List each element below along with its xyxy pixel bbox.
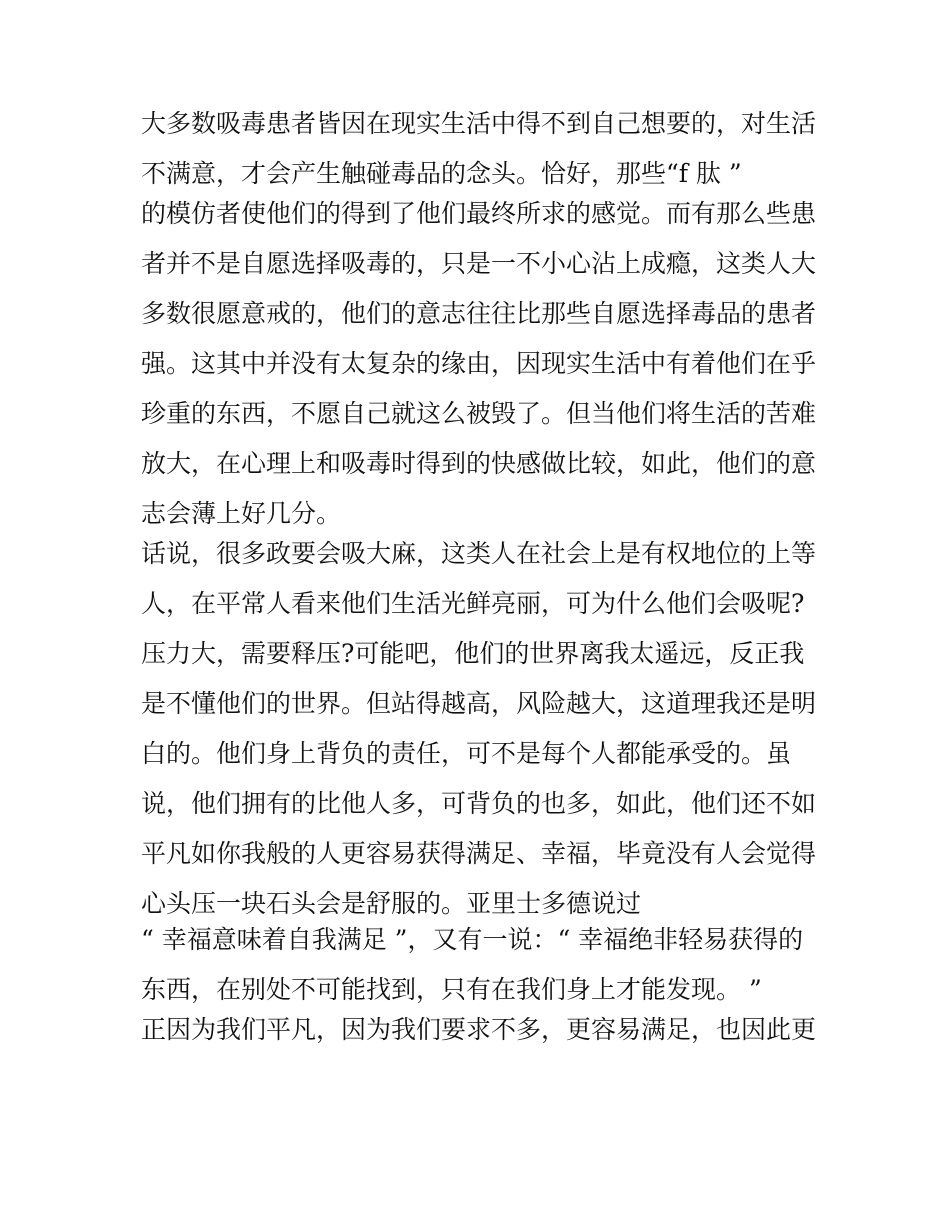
text-line: 说，他们拥有的比他人多，可背负的也多，如此，他们还不如 bbox=[141, 789, 817, 818]
text-line: 是不懂他们的世界。但站得越高，风险越大，这道理我还是明 bbox=[141, 689, 817, 718]
text-line: 志会薄上好几分。 bbox=[141, 499, 342, 528]
text-line: 话说，很多政要会吸大麻，这类人在社会上是有权地位的上等 bbox=[141, 539, 817, 568]
text-line: 强。这其中并没有太复杂的缘由，因现实生活中有着他们在乎 bbox=[141, 349, 817, 378]
text-line: 者并不是自愿选择吸毒的，只是一不小心沾上成瘾，这类人大 bbox=[141, 249, 817, 278]
text-line: 平凡如你我般的人更容易获得满足、幸福，毕竟没有人会觉得 bbox=[141, 839, 817, 868]
text-line: 白的。他们身上背负的责任，可不是每个人都能承受的。虽 bbox=[141, 739, 792, 768]
text-line: 大多数吸毒患者皆因在现实生活中得不到自己想要的，对生活 bbox=[141, 109, 817, 138]
text-line: 东西，在别处不可能找到，只有在我们身上才能发现。 ” bbox=[141, 975, 762, 1004]
text-line: 心头压一块石头会是舒服的。亚里士多德说过 bbox=[141, 889, 642, 918]
text-line: “ 幸福意味着自我满足 ”，又有一说：“ 幸福绝非轻易获得的 bbox=[141, 925, 804, 954]
text-line: 珍重的东西，不愿自己就这么被毁了。但当他们将生活的苦难 bbox=[141, 399, 817, 428]
body-text bbox=[141, 108, 821, 1046]
text-line: 的模仿者使他们的得到了他们最终所求的感觉。而有那么些患 bbox=[141, 199, 817, 228]
text-line: 不满意，才会产生触碰毒品的念头。恰好，那些“f 肽 ” bbox=[141, 159, 742, 188]
text-line: 压力大，需要释压?可能吧，他们的世界离我太遥远，反正我 bbox=[141, 639, 805, 668]
text-line: 人，在平常人看来他们生活光鲜亮丽，可为什么他们会吸呢? bbox=[141, 589, 805, 618]
text-line: 放大，在心理上和吸毒时得到的快感做比较，如此，他们的意 bbox=[141, 449, 817, 478]
text-line: 正因为我们平凡，因为我们要求不多，更容易满足，也因此更 bbox=[141, 1015, 817, 1044]
text-line: 多数很愿意戒的，他们的意志往往比那些自愿选择毒品的患者 bbox=[141, 299, 817, 328]
